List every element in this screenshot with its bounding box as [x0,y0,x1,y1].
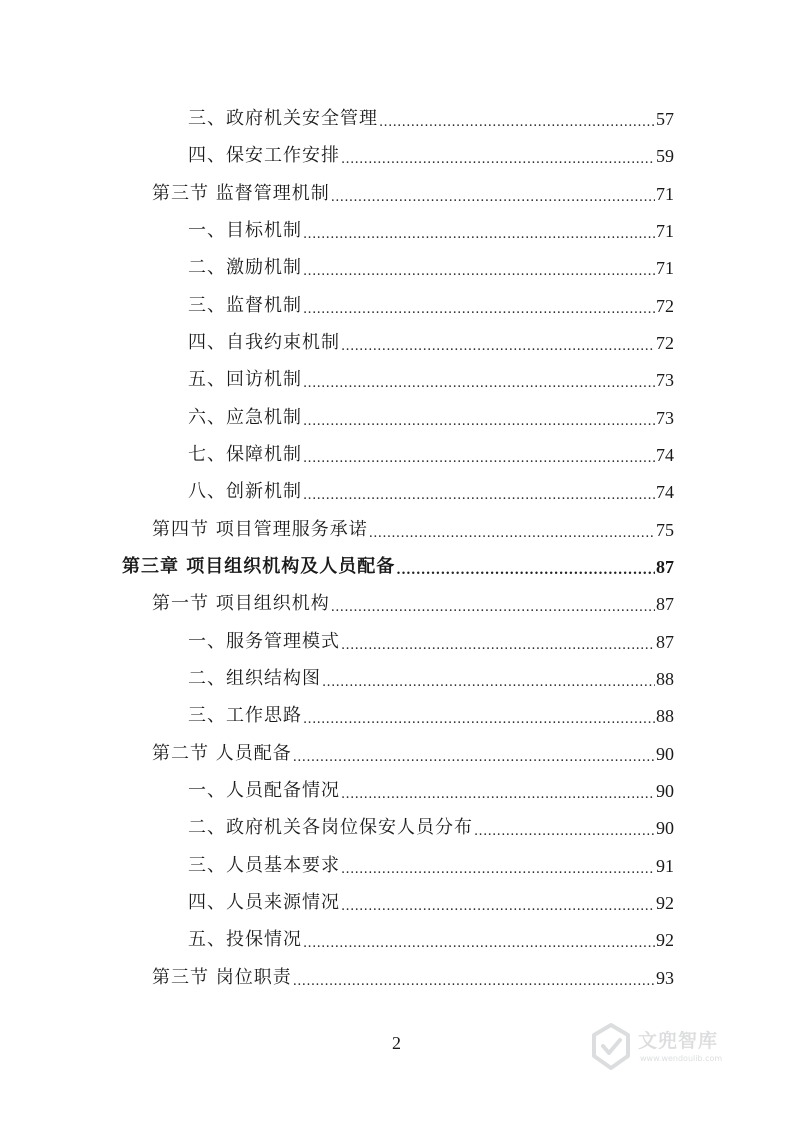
watermark [588,1020,758,1080]
toc-entry[interactable] [188,291,674,321]
toc-entry[interactable] [188,776,674,806]
toc-entry[interactable] [188,477,674,507]
toc-leader-dots [303,701,655,731]
toc-entry-page: 71 [656,184,674,204]
toc-entry-label: 六、应急机制 [188,407,302,428]
toc-leader-dots [293,963,655,993]
toc-entry-label: 五、投保情况 [188,929,302,950]
toc-leader-dots [293,739,655,769]
toc-entry[interactable] [188,216,674,246]
page-number: 2 [392,1033,401,1053]
toc-entry-page: 92 [656,930,674,950]
toc-entry-page: 72 [656,333,674,353]
toc-entry[interactable] [152,589,674,619]
toc-entry-page: 57 [656,109,674,129]
toc-entry-label: 三、监督机制 [188,295,302,316]
toc-entry[interactable] [188,365,674,395]
toc-entry-page: 90 [656,744,674,764]
toc-leader-dots [369,515,655,545]
toc-leader-dots [303,925,655,955]
toc-leader-dots [303,216,655,246]
toc-entry[interactable] [188,141,674,171]
watermark-name: 文兜智库 [638,1030,719,1052]
toc-entry-label: 第三节 岗位职责 [152,967,292,988]
toc-entry[interactable] [152,179,674,209]
toc-entry[interactable] [152,515,674,545]
toc-entry-page: 93 [656,968,674,988]
toc-entry-label: 第三节 监督管理机制 [152,183,330,204]
toc-entry-label: 四、自我约束机制 [188,332,340,353]
toc-entry-label: 第四节 项目管理服务承诺 [152,519,368,540]
toc-entry[interactable] [188,701,674,731]
watermark-url: www.wendoulib.com [640,1054,723,1063]
toc-leader-dots [379,104,655,134]
toc-entry-page: 71 [656,258,674,278]
toc-entry-label: 一、目标机制 [188,220,302,241]
toc-entry-page: 71 [656,221,674,241]
toc-leader-dots [331,589,655,619]
toc-leader-dots [341,851,655,881]
toc-entry-page: 59 [656,146,674,166]
toc-leader-dots [341,627,655,657]
toc-entry-label: 第三章 项目组织机构及人员配备 [122,556,396,577]
toc-entry[interactable] [188,104,674,134]
toc-entry-page: 74 [656,445,674,465]
toc-entry-label: 三、政府机关安全管理 [188,108,378,129]
toc-leader-dots [331,179,655,209]
toc-entry[interactable] [188,888,674,918]
toc-entry-label: 二、激励机制 [188,257,302,278]
toc-leader-dots [303,403,655,433]
toc-leader-dots [303,365,655,395]
toc-entry-page: 88 [656,669,674,689]
toc-leader-dots [322,664,655,694]
toc-entry-label: 二、政府机关各岗位保安人员分布 [188,817,473,838]
toc-entry-page: 72 [656,296,674,316]
toc-entry[interactable] [188,925,674,955]
toc-entry[interactable] [188,813,674,843]
toc-entry-page: 73 [656,408,674,428]
toc-entry-page: 87 [656,557,674,577]
toc-entry[interactable] [152,739,674,769]
toc-leader-dots [303,477,655,507]
toc-entry[interactable] [188,851,674,881]
toc-entry[interactable] [188,664,674,694]
toc-entry-label: 三、人员基本要求 [188,855,340,876]
toc-entry-page: 91 [656,856,674,876]
toc-leader-dots [303,291,655,321]
toc-entry-page: 73 [656,370,674,390]
toc-entry-page: 88 [656,706,674,726]
toc-entry-page: 90 [656,781,674,801]
toc-leader-dots [341,776,655,806]
toc-entry-page: 87 [656,632,674,652]
toc-chapter-entry[interactable] [122,552,674,582]
toc-leader-dots [341,888,655,918]
toc-leader-dots [303,440,655,470]
toc-entry-label: 八、创新机制 [188,481,302,502]
toc-leader-dots [303,253,655,283]
toc-entry[interactable] [188,627,674,657]
toc-leader-dots [474,813,655,843]
toc-entry[interactable] [152,963,674,993]
toc-entry-page: 87 [656,594,674,614]
toc-leader-dots [341,141,655,171]
toc-entry-page: 74 [656,482,674,502]
toc-leader-dots [341,328,655,358]
toc-entry-label: 四、保安工作安排 [188,145,340,166]
toc-entry-page: 75 [656,520,674,540]
toc-entry-label: 七、保障机制 [188,444,302,465]
toc-entry-label: 五、回访机制 [188,369,302,390]
toc-leader-dots [396,552,655,582]
toc-entry-label: 四、人员来源情况 [188,892,340,913]
toc-entry-label: 一、服务管理模式 [188,631,340,652]
toc-entry-label: 一、人员配备情况 [188,780,340,801]
toc-entry[interactable] [188,440,674,470]
toc-entry-label: 三、工作思路 [188,705,302,726]
toc-entry-label: 二、组织结构图 [188,668,321,689]
toc-entry-page: 90 [656,818,674,838]
wendou-logo-icon [588,1022,634,1072]
toc-entry[interactable] [188,253,674,283]
toc-entry-label: 第二节 人员配备 [152,743,292,764]
toc-entry-page: 92 [656,893,674,913]
toc-entry[interactable] [188,328,674,358]
toc-entry[interactable] [188,403,674,433]
toc-entry-label: 第一节 项目组织机构 [152,593,330,614]
